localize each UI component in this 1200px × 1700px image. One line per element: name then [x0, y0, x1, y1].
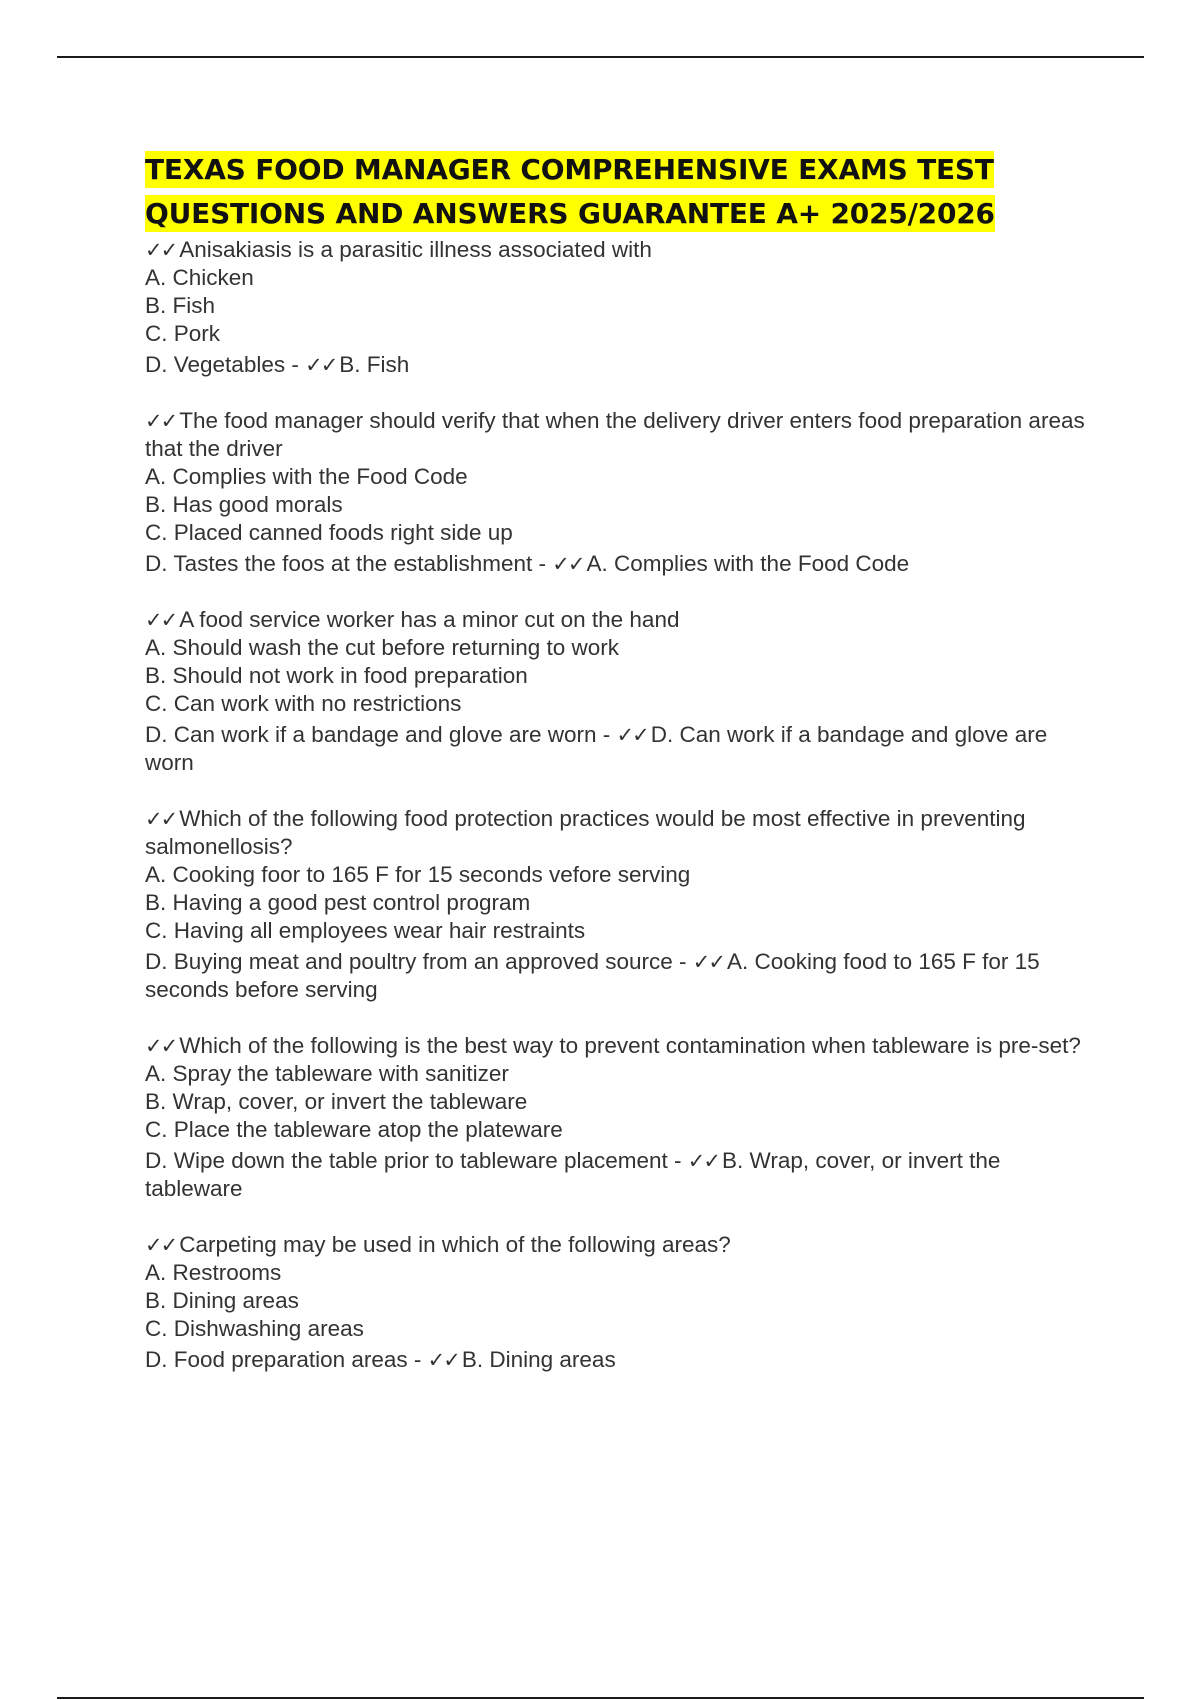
double-check-icon: ✓✓ — [145, 238, 177, 262]
double-check-icon: ✓✓ — [427, 1348, 459, 1372]
answer-option: C. Placed canned foods right side up — [145, 520, 513, 545]
document-title — [145, 148, 1085, 236]
answer-line — [145, 1147, 1085, 1203]
answer-option: B. Dining areas — [145, 1288, 299, 1313]
question-label: Carpeting may be used in which of the following areas? — [179, 1232, 731, 1257]
answer-option: C. Dishwashing areas — [145, 1316, 364, 1341]
answer-option: A. Should wash the cut before returning to work — [145, 635, 620, 660]
question-label: Which of the following food protection practices would be most effective in preventing salmonellosis? — [145, 806, 1026, 859]
answer-option: A. Cooking foor to 165 F for 15 seconds vefore serving — [145, 862, 691, 887]
correct-answer: B. Dining areas — [461, 1347, 616, 1372]
answer-option: A. Chicken — [145, 265, 254, 290]
title-highlight — [145, 151, 995, 232]
answer-option: C. Can work with no restrictions — [145, 691, 462, 716]
question-label: Anisakiasis is a parasitic illness associated with — [179, 237, 652, 262]
title-line-2: QUESTIONS AND ANSWERS GUARANTEE A+ 2025/2026 — [145, 197, 995, 230]
answer-option: B. Fish — [145, 293, 216, 318]
double-check-icon: ✓✓ — [145, 409, 177, 433]
double-check-icon: ✓✓ — [145, 608, 177, 632]
double-check-icon: ✓✓ — [145, 1034, 177, 1058]
answer-option: A. Restrooms — [145, 1260, 282, 1285]
question-label: A food service worker has a minor cut on the hand — [179, 607, 680, 632]
answer-option-d: D. Wipe down the table prior to tableware placement - — [145, 1148, 688, 1173]
question-block — [145, 1231, 1085, 1374]
title-line-1: TEXAS FOOD MANAGER COMPREHENSIVE EXAMS TEST — [145, 153, 994, 186]
answer-option-d: D. Vegetables - — [145, 352, 306, 377]
answer-line — [145, 550, 1085, 578]
correct-answer: A. Complies with the Food Code — [586, 551, 910, 576]
question-text — [145, 1231, 1085, 1259]
answer-line — [145, 721, 1085, 777]
double-check-icon: ✓✓ — [305, 353, 337, 377]
answer-option: B. Wrap, cover, or invert the tableware — [145, 1089, 528, 1114]
answer-option: C. Having all employees wear hair restraints — [145, 918, 586, 943]
question-list — [145, 236, 1085, 1374]
double-check-icon: ✓✓ — [687, 1149, 719, 1173]
question-label: The food manager should verify that when the delivery driver enters food preparation areas that the driver — [145, 408, 1085, 461]
answer-option: C. Place the tableware atop the plateware — [145, 1117, 563, 1142]
question-text — [145, 236, 1085, 264]
question-label: Which of the following is the best way to prevent contamination when tableware is pre-set? — [179, 1033, 1081, 1058]
question-block — [145, 236, 1085, 379]
correct-answer: A. Cooking food to 165 F for 15 seconds before serving — [145, 949, 1040, 1002]
question-text — [145, 407, 1085, 463]
correct-answer: D. Can work if a bandage and glove are worn — [145, 722, 1048, 775]
answer-option-d: D. Can work if a bandage and glove are worn - — [145, 722, 617, 747]
double-check-icon: ✓✓ — [552, 552, 584, 576]
answer-option: A. Complies with the Food Code — [145, 464, 468, 489]
correct-answer: B. Fish — [339, 352, 410, 377]
question-block — [145, 805, 1085, 1004]
answer-option: B. Has good morals — [145, 492, 343, 517]
answer-option: A. Spray the tableware with sanitizer — [145, 1061, 509, 1086]
question-text — [145, 1032, 1085, 1060]
answer-option-d: D. Food preparation areas - — [145, 1347, 428, 1372]
answer-line — [145, 351, 1085, 379]
answer-line — [145, 1346, 1085, 1374]
double-check-icon: ✓✓ — [145, 1233, 177, 1257]
double-check-icon: ✓✓ — [692, 950, 724, 974]
question-block — [145, 606, 1085, 777]
correct-answer: B. Wrap, cover, or invert the tableware — [145, 1148, 1001, 1201]
double-check-icon: ✓✓ — [145, 807, 177, 831]
answer-option: C. Pork — [145, 321, 221, 346]
bottom-rule — [57, 1697, 1144, 1699]
question-text — [145, 606, 1085, 634]
double-check-icon: ✓✓ — [616, 723, 648, 747]
answer-option-d: D. Tastes the foos at the establishment - — [145, 551, 553, 576]
document-body — [145, 148, 1085, 1374]
answer-option-d: D. Buying meat and poultry from an approved source - — [145, 949, 693, 974]
answer-option: B. Should not work in food preparation — [145, 663, 528, 688]
question-block — [145, 1032, 1085, 1203]
answer-line — [145, 948, 1085, 1004]
top-rule — [57, 56, 1144, 58]
answer-option: B. Having a good pest control program — [145, 890, 531, 915]
question-text — [145, 805, 1085, 861]
question-block — [145, 407, 1085, 578]
